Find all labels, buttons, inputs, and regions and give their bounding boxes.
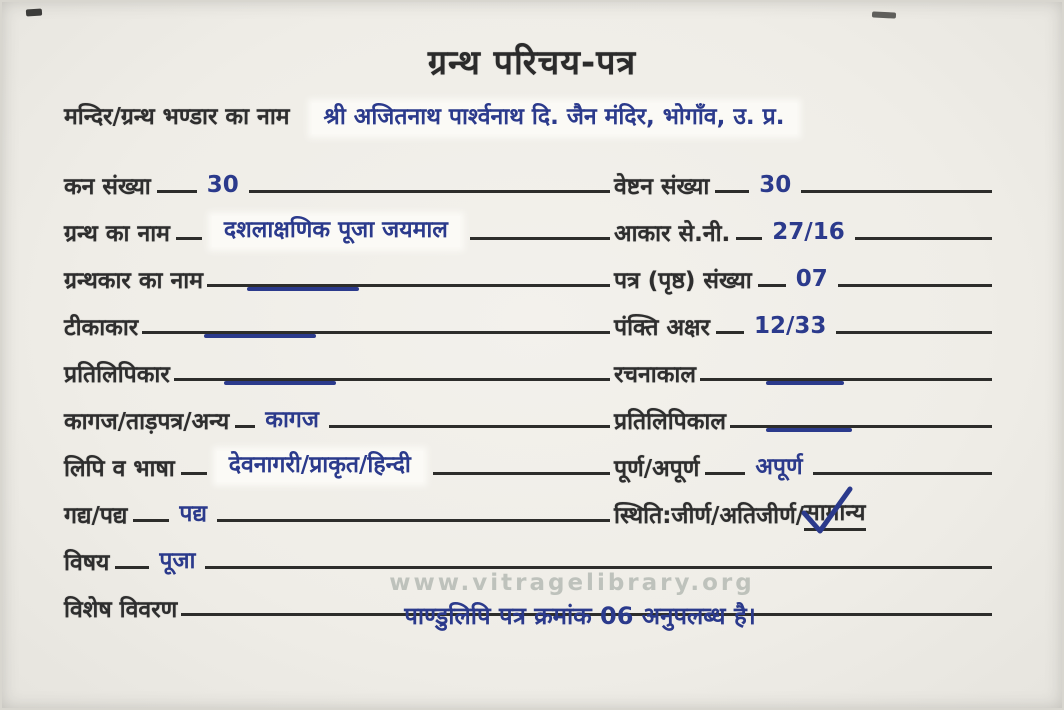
- field-row-copy-date: [614, 395, 994, 437]
- field-row-prose-verse: [64, 489, 612, 531]
- field-value-material: कागज: [265, 407, 319, 434]
- rule-line: [205, 566, 992, 569]
- rule-line: [716, 331, 744, 334]
- field-label-lines-chars: पंक्ति अक्षर: [614, 315, 710, 342]
- field-label-temple: मन्दिर/ग्रन्थ भण्डार का नाम: [64, 104, 290, 130]
- rule-line: [730, 425, 992, 428]
- field-row-temple: [64, 103, 1024, 136]
- rule-line: [329, 425, 610, 428]
- field-label-completeness: पूर्ण/अपूर्ण: [614, 456, 700, 483]
- field-label-composition-date: रचनाकाल: [614, 362, 696, 389]
- rule-line: [207, 284, 610, 287]
- condition-selected-text: सामान्य: [804, 500, 866, 527]
- field-value-serial-no: 30: [206, 172, 239, 199]
- rule-line: [235, 425, 255, 428]
- field-label-scribe: प्रतिलिपिकार: [64, 362, 170, 389]
- field-row-material: [64, 395, 612, 437]
- rule-line: [174, 378, 610, 381]
- field-label-condition: स्थिति:जीर्ण/अतिजीर्ण/: [614, 503, 805, 530]
- field-label-subject: विषय: [64, 550, 110, 577]
- rule-line: [838, 284, 992, 287]
- rule-line: [801, 190, 992, 193]
- field-row-author: [64, 254, 612, 296]
- field-value-page-count: 07: [795, 266, 828, 293]
- field-row-script-language: [64, 442, 612, 484]
- rule-line: [433, 472, 610, 475]
- pen-dash: [224, 381, 336, 385]
- field-row-condition: [614, 489, 994, 531]
- field-label-material: कागज/ताड़पत्र/अन्य: [64, 409, 230, 436]
- pen-dash: [766, 428, 852, 432]
- pen-dash: [766, 381, 844, 385]
- rule-line: [157, 190, 197, 193]
- field-value-temple: श्री अजितनाथ पार्श्वनाथ दि. जैन मंदिर, भोगाँव, उ. प्र.: [312, 103, 797, 134]
- rule-line: [181, 472, 207, 475]
- field-label-author: ग्रन्थकार का नाम: [64, 268, 203, 295]
- field-label-copy-date: प्रतिलिपिकाल: [614, 409, 726, 436]
- watermark: www.vitragelibrary.org: [389, 570, 755, 596]
- field-label-special-details: विशेष विवरण: [64, 597, 178, 624]
- rule-line: [217, 519, 610, 522]
- scan-artifact-top-right: [872, 11, 896, 18]
- field-row-bundle-no: [614, 160, 994, 202]
- footnote: पाण्डुलिपि पत्र क्रमांक 06 अनुपलब्ध है।: [404, 602, 756, 630]
- field-value-completeness: अपूर्ण: [755, 454, 803, 481]
- field-row-serial-no: [64, 160, 612, 202]
- pen-dash: [204, 334, 316, 338]
- field-row-commentator: [64, 301, 612, 343]
- rule-line: [133, 519, 169, 522]
- rule-line: [142, 331, 610, 334]
- pen-dash: [247, 287, 359, 291]
- rule-line: [836, 331, 992, 334]
- page-title: ग्रन्थ परिचय-पत्र: [427, 43, 637, 83]
- field-value-subject: पूजा: [159, 548, 196, 575]
- rule-line: [249, 190, 610, 193]
- rule-line: [115, 566, 149, 569]
- field-value-script-language: देवनागरी/प्राकृत/हिन्दी: [217, 451, 423, 482]
- rule-line: [813, 472, 992, 475]
- field-value-lines-chars: 12/33: [753, 313, 827, 340]
- field-label-prose-verse: गद्य/पद्य: [64, 503, 128, 530]
- field-row-scribe: [64, 348, 612, 390]
- rule-line: [700, 378, 992, 381]
- field-label-serial-no: कन संख्या: [64, 174, 151, 201]
- field-label-script-language: लिपि व भाषा: [64, 456, 175, 483]
- field-value-size: 27/16: [772, 219, 845, 246]
- field-row-granth-name: [64, 207, 612, 249]
- rule-line: [736, 237, 762, 240]
- field-row-composition-date: [614, 348, 994, 390]
- field-value-prose-verse: पद्य: [179, 501, 207, 528]
- rule-line: [176, 237, 202, 240]
- field-value-bundle-no: 30: [759, 172, 792, 199]
- rule-line: [470, 237, 610, 240]
- field-value-condition-selected: [804, 499, 865, 531]
- field-row-size: [614, 207, 994, 249]
- rule-line: [715, 190, 749, 193]
- rule-line: [855, 237, 992, 240]
- rule-line: [705, 472, 745, 475]
- check-icon: [798, 485, 856, 537]
- field-label-commentator: टीकाकार: [64, 315, 139, 342]
- field-label-size: आकार से.नी.: [614, 221, 731, 248]
- scan-artifact-top-left: [26, 8, 42, 16]
- field-row-completeness: [614, 442, 994, 484]
- field-row-page-count: [614, 254, 994, 296]
- field-label-bundle-no: वेष्टन संख्या: [614, 174, 710, 201]
- field-label-page-count: पत्र (पृष्ठ) संख्या: [614, 268, 752, 295]
- rule-line: [758, 284, 786, 287]
- field-row-lines-chars: [614, 301, 994, 343]
- field-value-granth-name: दशलाक्षणिक पूजा जयमाल: [212, 216, 460, 247]
- field-label-granth-name: ग्रन्थ का नाम: [64, 221, 170, 248]
